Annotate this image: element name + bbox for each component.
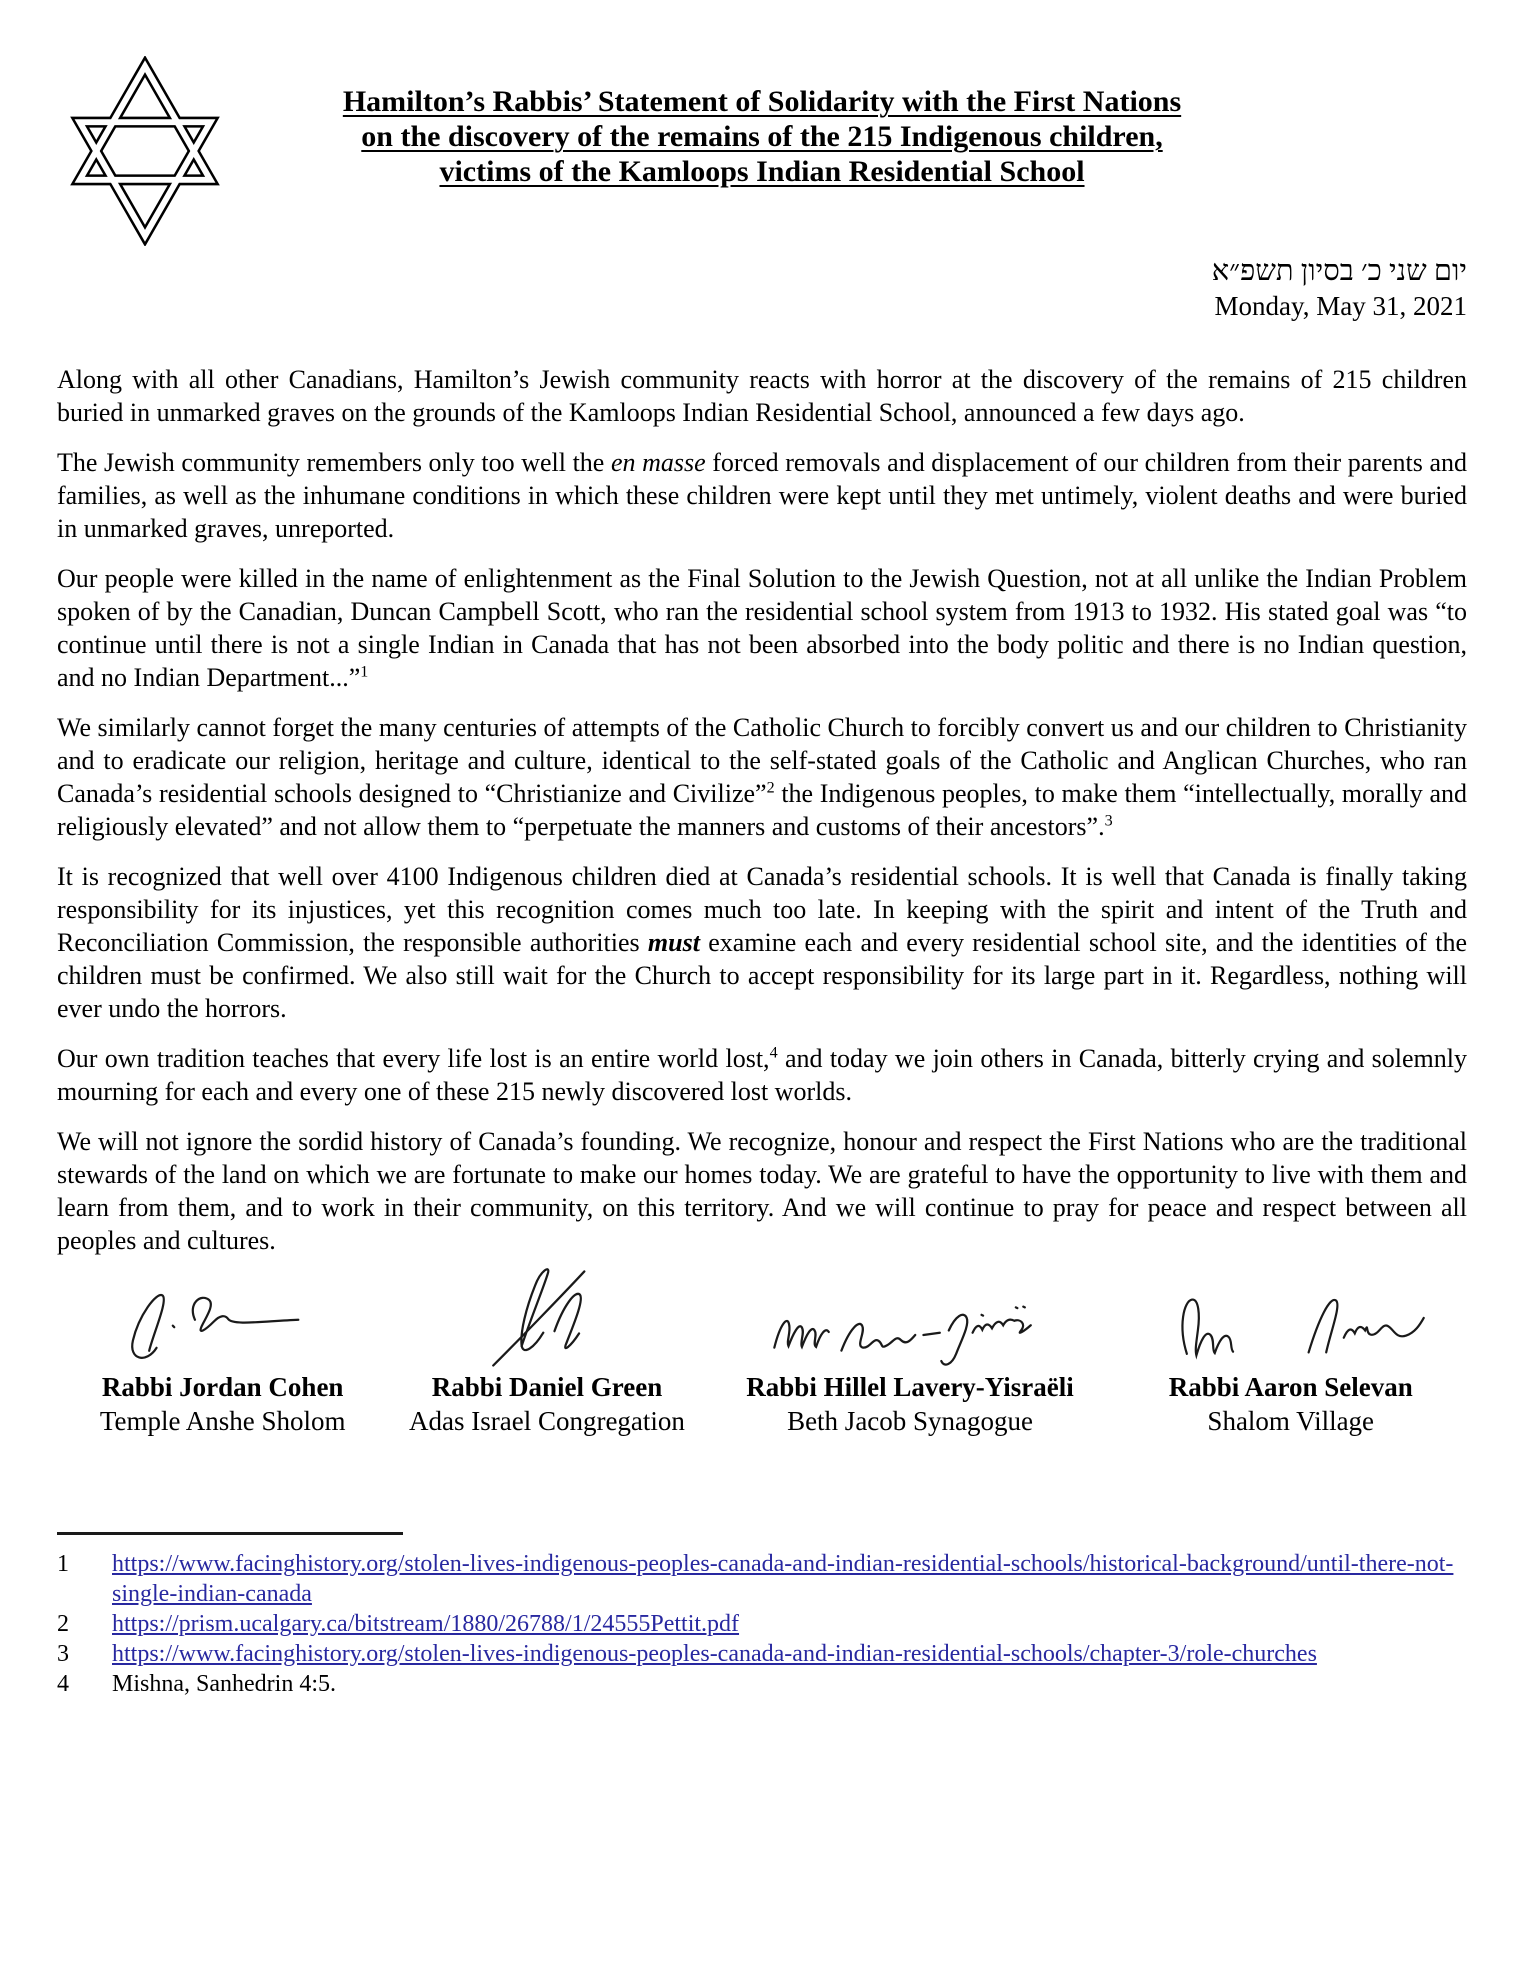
signature-daniel-green-image	[388, 1274, 705, 1370]
text-segment: The Jewish community remembers only too well the	[57, 448, 611, 477]
signature-aaron-selevan-image	[1114, 1274, 1467, 1370]
paragraph	[57, 1125, 1467, 1257]
text-segment: 2	[766, 779, 775, 797]
footnote-separator	[57, 1532, 403, 1535]
signatory-name: Rabbi Aaron Selevan	[1168, 1372, 1413, 1402]
paragraph	[57, 1042, 1467, 1108]
paragraph	[57, 562, 1467, 694]
signatory-name: Rabbi Daniel Green	[431, 1372, 663, 1402]
text-segment: Along with all other Canadians, Hamilton’s Jewish community reacts with horror at the discovery of the remains of 215 children buried in unmarked graves on the grounds of the Kamloops Indian Residential School, announced a few days ago.	[57, 365, 1467, 427]
title-line-2: on the discovery of the remains of the 215 Indigenous children,	[361, 120, 1163, 153]
signatory-aaron-selevan	[1114, 1274, 1467, 1438]
text-segment: examine each and every residential school site, and the identities of the children must be confirmed. We also still wait for the Church to accept responsibility for its large part in it. Regardless, nothing will ever undo the horrors.	[57, 928, 1467, 1023]
date-english: Monday, May 31, 2021	[1214, 291, 1467, 321]
footnote-number: 1	[57, 1551, 69, 1577]
text-segment: en masse	[610, 448, 706, 477]
text-segment: must	[647, 928, 700, 957]
footnotes	[57, 1549, 1467, 1699]
title-line-1: Hamilton’s Rabbis’ Statement of Solidarity with the First Nations	[342, 85, 1182, 118]
text-segment: 4	[769, 1044, 778, 1062]
signatory-daniel-green	[388, 1274, 705, 1438]
signatory-hillel-lavery-yisraeli	[706, 1274, 1115, 1438]
footnote-number: 3	[57, 1641, 69, 1667]
text-segment: Our own tradition teaches that every life lost is an entire world lost,	[57, 1044, 770, 1073]
date-block	[57, 253, 1467, 323]
paragraph	[57, 363, 1467, 429]
signature-hillel-lavery-yisraeli-image	[706, 1274, 1115, 1370]
text-segment: forced removals and displacement of our children from their parents and families, as well as the inhumane conditions in which these children were kept until they met untimely, violent deaths and were buried in unmarked graves, unreported.	[57, 448, 1467, 543]
footnote-1	[57, 1549, 1467, 1609]
footnote-text: Mishna, Sanhedrin 4:5.	[112, 1671, 336, 1697]
footnote-4	[57, 1669, 1467, 1699]
signature-jordan-cohen-image	[57, 1274, 388, 1370]
paragraph	[57, 860, 1467, 1025]
footnote-number: 4	[57, 1671, 69, 1697]
signatory-name: Rabbi Jordan Cohen	[101, 1372, 344, 1402]
footnote-3	[57, 1639, 1467, 1669]
statement-body	[57, 363, 1467, 1257]
document-title	[57, 0, 1467, 189]
footnote-2	[57, 1609, 1467, 1639]
text-segment: 3	[1104, 812, 1113, 830]
signature-row	[57, 1274, 1467, 1438]
footnote-link[interactable]: https://www.facinghistory.org/stolen-lives-indigenous-peoples-canada-and-indian-residential-schools/chapter-3/role-churches	[112, 1641, 1317, 1667]
signatory-org: Beth Jacob Synagogue	[787, 1406, 1034, 1436]
signatory-org: Shalom Village	[1207, 1406, 1375, 1436]
text-segment: We similarly cannot forget the many centuries of attempts of the Catholic Church to forcibly convert us and our children to Christianity and to eradicate our religion, heritage and culture, identical to the self-stated goals of the Catholic and Anglican Churches, who ran Canada’s residential schools designed to “Christianize and Civilize”	[57, 713, 1467, 808]
signatory-org: Temple Anshe Sholom	[99, 1406, 346, 1436]
paragraph	[57, 446, 1467, 545]
text-segment: It is recognized that well over 4100 Indigenous children died at Canada’s residential schools. It is well that Canada is finally taking responsibility for its injustices, yet this recognition comes much too late. In keeping with the spirit and intent of the Truth and Reconciliation Commission, the responsible authorities	[57, 862, 1467, 957]
date-hebrew: יום שני כ׳ בסיון תשפ״א	[1211, 255, 1467, 287]
text-segment: 1	[360, 663, 369, 681]
signatory-jordan-cohen	[57, 1274, 388, 1438]
paragraph	[57, 711, 1467, 843]
title-line-3: victims of the Kamloops Indian Residential School	[439, 155, 1085, 188]
signatory-name: Rabbi Hillel Lavery-Yisraëli	[746, 1372, 1074, 1402]
text-segment: Our people were killed in the name of enlightenment as the Final Solution to the Jewish Question, not at all unlike the Indian Problem spoken of by the Canadian, Duncan Campbell Scott, who ran the residential school system from 1913 to 1932. His stated goal was “to continue until there is not a single Indian in Canada that has not been absorbed into the body politic and there is no Indian question, and no Indian Department...”	[57, 564, 1467, 692]
text-segment: We will not ignore the sordid history of Canada’s founding. We recognize, honour and respect the First Nations who are the traditional stewards of the land on which we are fortunate to make our homes today. We are grateful to have the opportunity to live with them and learn from them, and to work in their community, on this territory. And we will continue to pray for peace and respect between all peoples and cultures.	[57, 1127, 1467, 1255]
footnote-number: 2	[57, 1611, 69, 1637]
text-segment: and today we join others in Canada, bitterly crying and solemnly mourning for each and every one of these 215 newly discovered lost worlds.	[57, 1044, 1467, 1106]
footnote-link[interactable]: https://prism.ucalgary.ca/bitstream/1880/26788/1/24555Pettit.pdf	[112, 1611, 740, 1637]
footnote-link[interactable]: https://www.facinghistory.org/stolen-lives-indigenous-peoples-canada-and-indian-residential-schools/historical-background/until-there-not-single-indian-canada	[112, 1551, 1454, 1607]
text-segment: the Indigenous peoples, to make them “intellectually, morally and religiously elevated” and not allow them to “perpetuate the manners and customs of their ancestors”.	[57, 779, 1467, 841]
star-of-david-icon	[60, 56, 230, 251]
signatory-org: Adas Israel Congregation	[409, 1406, 685, 1436]
